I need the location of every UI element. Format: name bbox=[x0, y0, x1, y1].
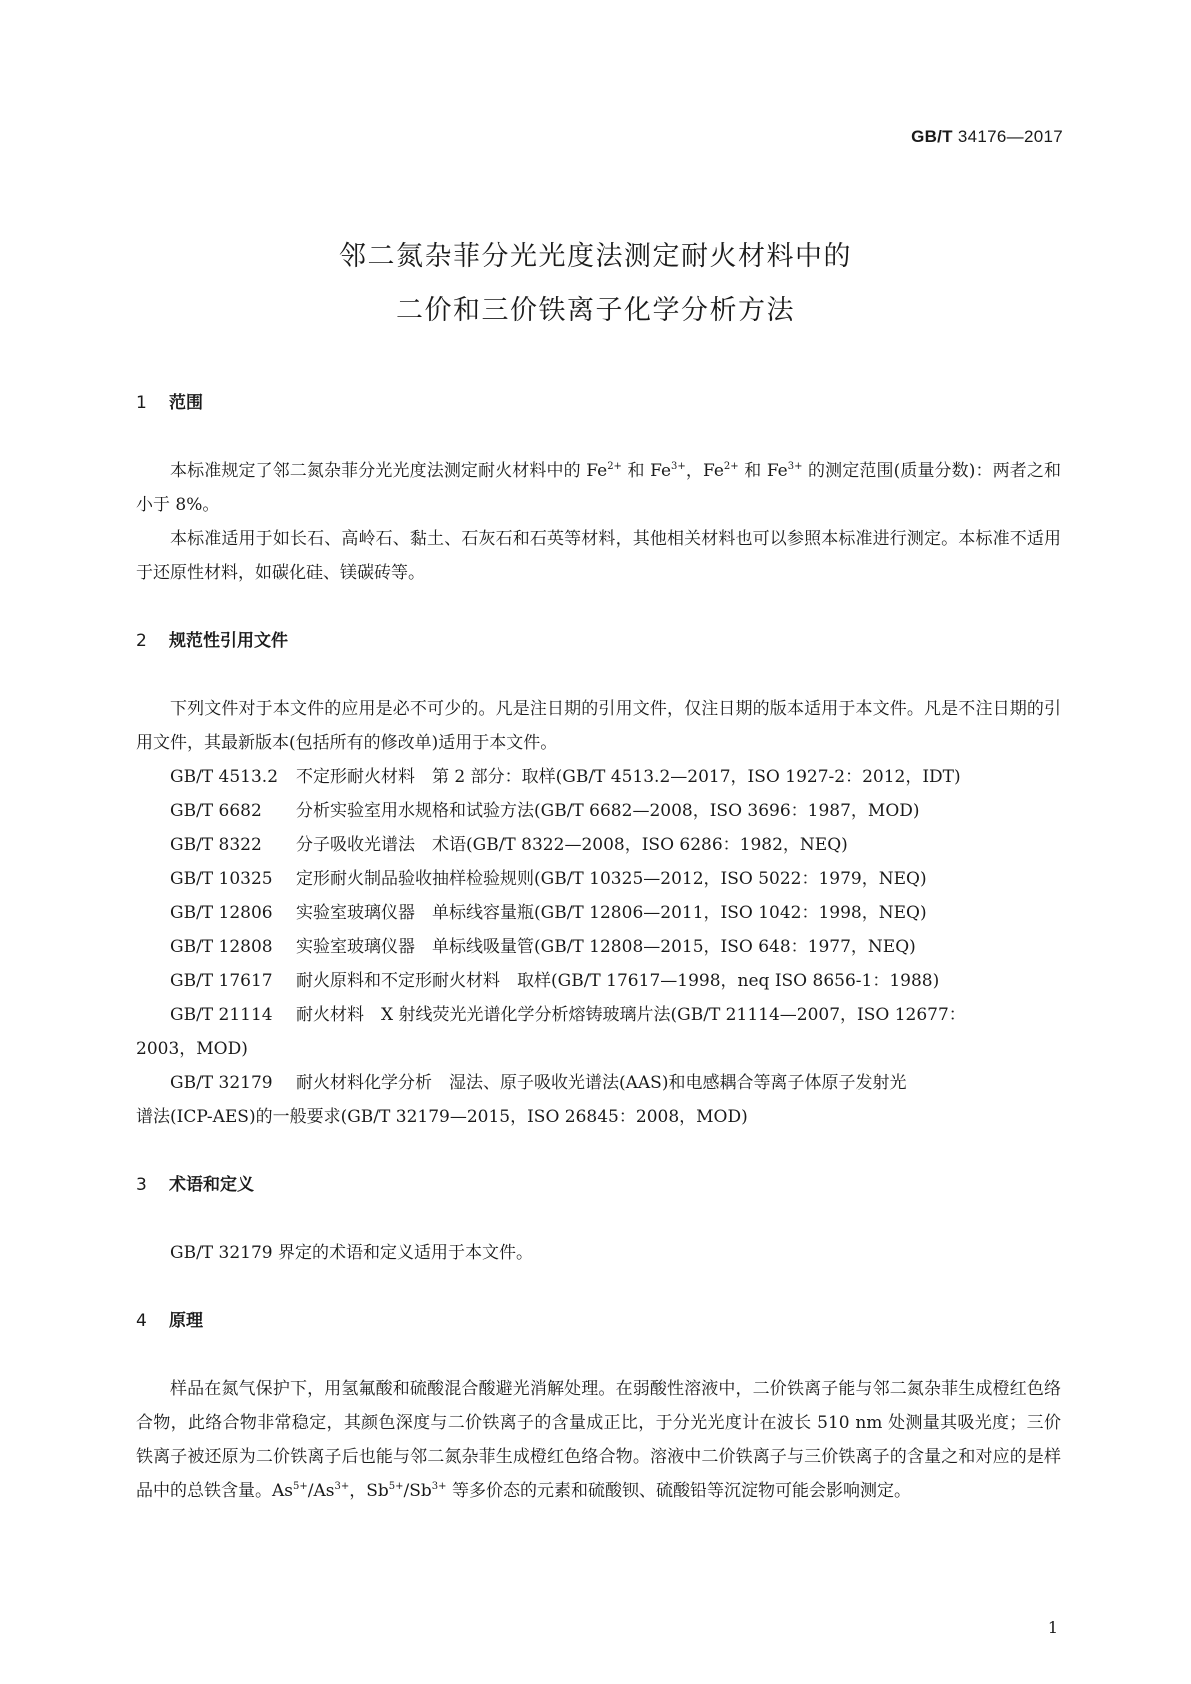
page-number: 1 bbox=[1047, 1618, 1058, 1637]
superscript: 3+ bbox=[671, 461, 686, 472]
reference-text: 不定形耐火材料 第 2 部分：取样(GB/T 4513.2—2017，ISO 1927-2：2012，IDT) bbox=[296, 767, 961, 787]
reference-code: GB/T 12808 bbox=[170, 937, 273, 957]
reference-continuation: 2003，MOD) bbox=[136, 1039, 248, 1059]
text-run: 和 Fe bbox=[738, 461, 788, 481]
superscript: 3+ bbox=[787, 461, 803, 472]
reference-code: GB/T 32179 bbox=[170, 1073, 273, 1093]
reference-code: GB/T 21114 bbox=[170, 1005, 273, 1025]
terms-paragraph: GB/T 32179 界定的术语和定义适用于本文件。 bbox=[170, 1243, 534, 1263]
reference-text: 耐火原料和不定形耐火材料 取样(GB/T 17617—1998，neq ISO 8656-1：1988) bbox=[296, 971, 940, 991]
standard-prefix: GB/T bbox=[911, 127, 953, 146]
reference-item bbox=[136, 760, 1061, 794]
reference-code: GB/T 6682 bbox=[170, 801, 262, 821]
text-run: ，Fe bbox=[685, 461, 724, 481]
text-run: /Sb bbox=[403, 1481, 432, 1501]
document-title bbox=[0, 230, 1191, 338]
reference-item bbox=[136, 828, 1061, 862]
text-run: /As bbox=[307, 1481, 335, 1501]
standard-number: 34176—2017 bbox=[957, 127, 1063, 146]
section-number: 3 bbox=[136, 1175, 147, 1195]
superscript: 5+ bbox=[293, 1481, 308, 1492]
reference-code: GB/T 8322 bbox=[170, 835, 262, 855]
reference-code: GB/T 10325 bbox=[170, 869, 273, 889]
reference-item bbox=[136, 896, 1061, 930]
reference-item bbox=[136, 964, 1061, 998]
reference-text: 分子吸收光谱法 术语(GB/T 8322—2008，ISO 6286：1982，NEQ) bbox=[296, 835, 848, 855]
text-run: ，Sb bbox=[349, 1481, 389, 1501]
superscript: 5+ bbox=[388, 1481, 404, 1492]
section-title: 原理 bbox=[169, 1311, 203, 1331]
reference-item bbox=[136, 862, 1061, 896]
reference-item bbox=[136, 794, 1061, 828]
reference-text: 耐火材料化学分析 湿法、原子吸收光谱法(AAS)和电感耦合等离子体原子发射光 bbox=[296, 1073, 907, 1093]
section-2-heading bbox=[136, 624, 1061, 658]
reference-text: 分析实验室用水规格和试验方法(GB/T 6682—2008，ISO 3696：1987，MOD) bbox=[296, 801, 920, 821]
text-run: 样品在氮气保护下，用氢氟酸和硫酸混合酸避光消解处理。在弱酸性溶液中，二价铁离子能与邻二氮杂菲生成橙红色络合物，此络合物非常稳定，其颜色深度与二价铁离子的含量成正比，于分光光度计在波长 510 nm 处测量其吸光度；三价铁离子被还原为二价铁离子后也能与邻二氮杂菲生成橙红色络合物。溶液中二价铁离子与三价铁离子的含量之和对应的是样品中的总铁含量。As bbox=[136, 1379, 1061, 1501]
superscript: 3+ bbox=[334, 1481, 350, 1492]
text-run: 等多价态的元素和硫酸钡、硫酸铅等沉淀物可能会影响测定。 bbox=[446, 1481, 911, 1501]
superscript: 3+ bbox=[431, 1481, 447, 1492]
reference-code: GB/T 17617 bbox=[170, 971, 273, 991]
section-title: 范围 bbox=[169, 393, 203, 413]
reference-continuation: 谱法(ICP-AES)的一般要求(GB/T 32179—2015，ISO 26845：2008，MOD) bbox=[136, 1107, 748, 1127]
reference-code: GB/T 12806 bbox=[170, 903, 273, 923]
principle-paragraph bbox=[136, 1372, 1061, 1508]
reference-text: 实验室玻璃仪器 单标线吸量管(GB/T 12808—2015，ISO 648：1977，NEQ) bbox=[296, 937, 916, 957]
superscript: 2+ bbox=[607, 461, 622, 472]
section-number: 2 bbox=[136, 631, 147, 651]
reference-item bbox=[136, 930, 1061, 964]
scope-paragraph-1 bbox=[136, 454, 1061, 522]
section-3-heading bbox=[136, 1168, 1061, 1202]
references-intro: 下列文件对于本文件的应用是必不可少的。凡是注日期的引用文件，仅注日期的版本适用于本文件。凡是不注日期的引用文件，其最新版本(包括所有的修改单)适用于本文件。 bbox=[136, 699, 1061, 753]
section-number: 1 bbox=[136, 393, 147, 413]
title-line-2: 二价和三价铁离子化学分析方法 bbox=[396, 295, 795, 326]
superscript: 2+ bbox=[723, 461, 739, 472]
section-title: 规范性引用文件 bbox=[169, 631, 288, 651]
scope-paragraph-2: 本标准适用于如长石、高岭石、黏土、石灰石和石英等材料，其他相关材料也可以参照本标准进行测定。本标准不适用于还原性材料，如碳化硅、镁碳砖等。 bbox=[136, 529, 1061, 583]
standard-code bbox=[911, 127, 1063, 147]
section-1-heading bbox=[136, 386, 1061, 420]
text-run: 的测定范围(质量分数)：两者之和小于 8%。 bbox=[136, 461, 1061, 515]
reference-item bbox=[136, 998, 1061, 1032]
section-4-heading bbox=[136, 1304, 1061, 1338]
reference-code: GB/T 4513.2 bbox=[170, 767, 279, 787]
section-number: 4 bbox=[136, 1311, 147, 1331]
document-body bbox=[136, 386, 1061, 1508]
text-run: 本标准规定了邻二氮杂菲分光光度法测定耐火材料中的 Fe bbox=[170, 461, 608, 481]
section-title: 术语和定义 bbox=[169, 1175, 254, 1195]
reference-text: 耐火材料 X 射线荧光光谱化学分析熔铸玻璃片法(GB/T 21114—2007，ISO 12677： bbox=[296, 1005, 966, 1025]
reference-text: 实验室玻璃仪器 单标线容量瓶(GB/T 12806—2011，ISO 1042：1998，NEQ) bbox=[296, 903, 927, 923]
text-run: 和 Fe bbox=[621, 461, 672, 481]
reference-text: 定形耐火制品验收抽样检验规则(GB/T 10325—2012，ISO 5022：1979，NEQ) bbox=[296, 869, 927, 889]
title-line-1: 邻二氮杂菲分光光度法测定耐火材料中的 bbox=[339, 241, 852, 272]
reference-item bbox=[136, 1066, 1061, 1100]
